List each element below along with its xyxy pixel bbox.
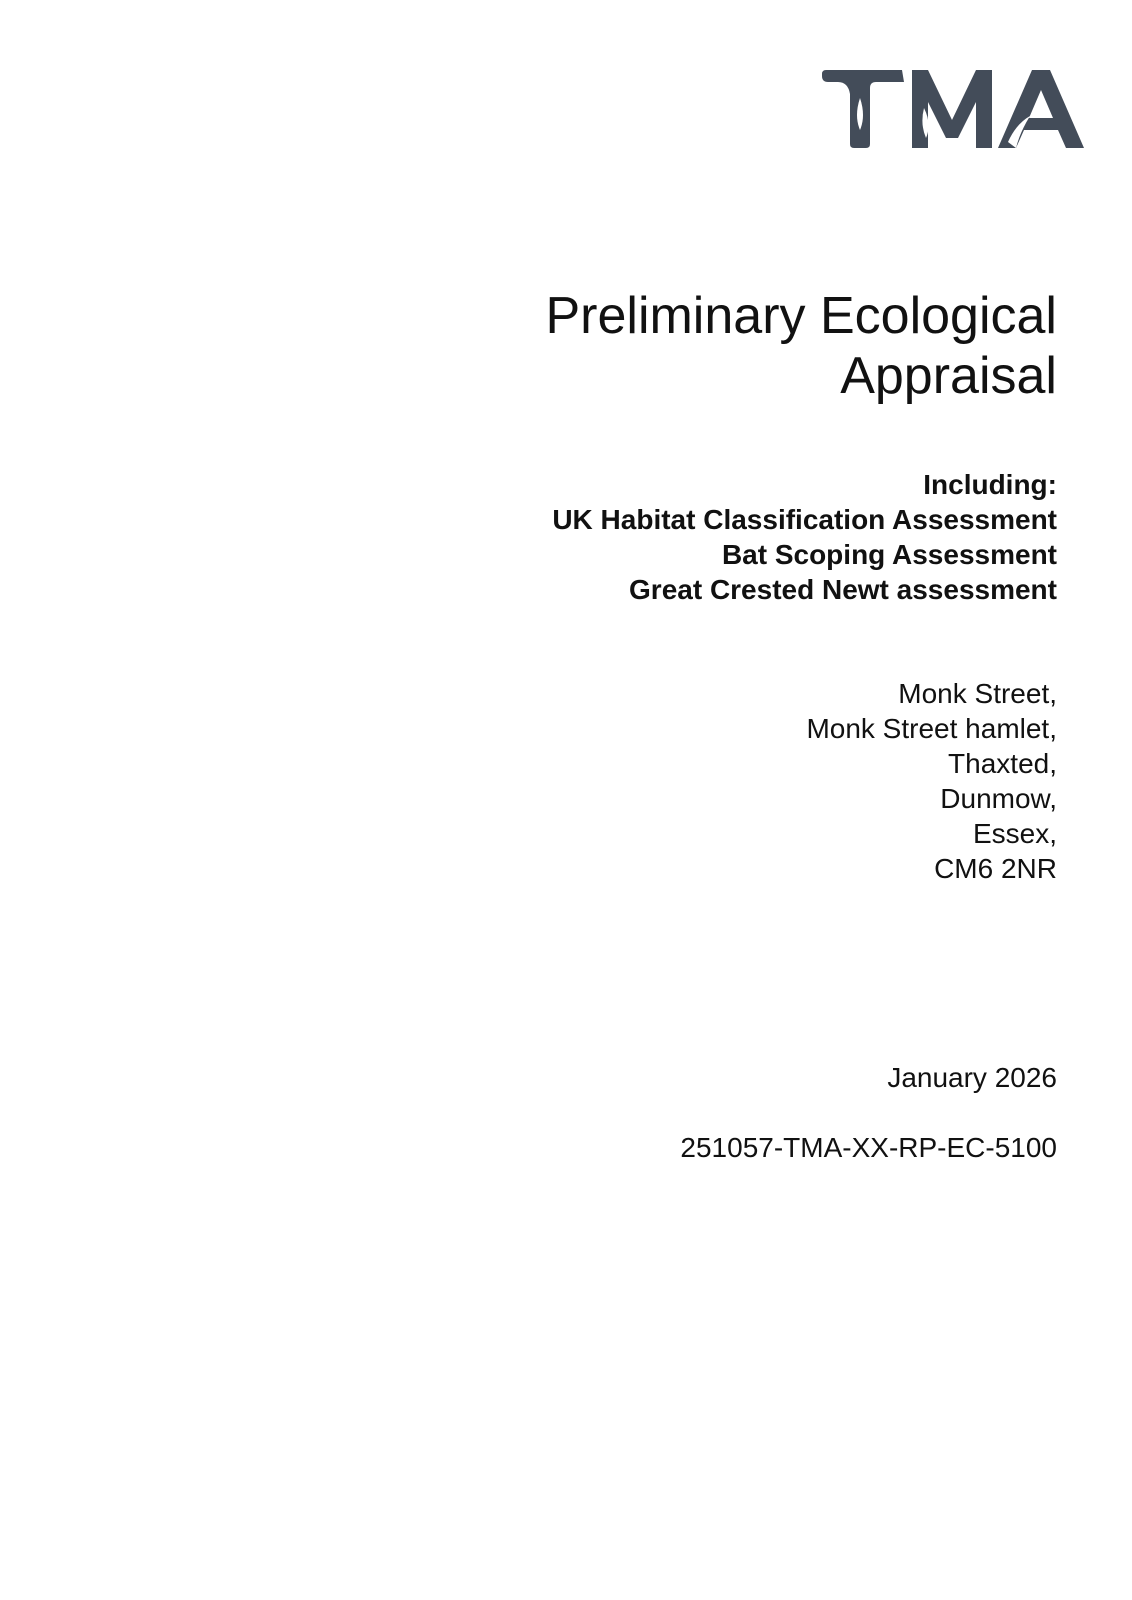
title-line-2: Appraisal [840,347,1057,405]
address-line-5: Essex, [972,818,1057,849]
document-date: January 2026 [887,1062,1057,1093]
document-reference: 251057-TMA-XX-RP-EC-5100 [680,1132,1057,1163]
address-line-6: CM6 2NR [934,853,1057,884]
subtitle-line-3: Bat Scoping Assessment [721,539,1057,570]
address-line-4: Dunmow, [940,783,1057,814]
title-line-1: Preliminary Ecological [545,287,1057,345]
address-line-2: Monk Street hamlet, [806,713,1057,744]
company-logo [820,68,1086,152]
document-subtitle [337,467,1057,607]
subtitle-line-4: Great Crested Newt assessment [629,574,1057,605]
address-line-1: Monk Street, [898,678,1057,709]
subtitle-line-2: UK Habitat Classification Assessment [552,504,1057,535]
address-line-3: Thaxted, [948,748,1057,779]
site-address [337,676,1057,886]
document-title [337,286,1057,406]
tma-logo-icon [820,68,1086,152]
subtitle-line-1: Including: [923,469,1057,500]
